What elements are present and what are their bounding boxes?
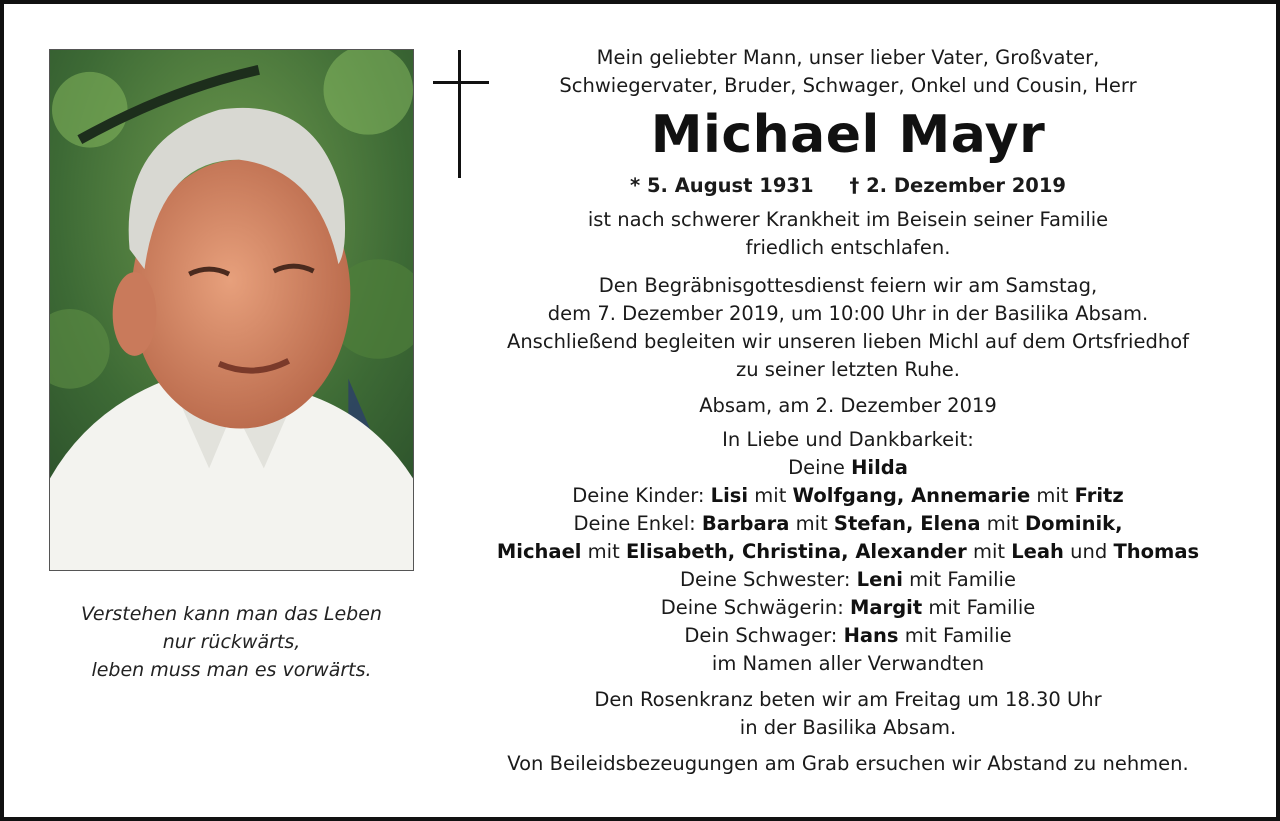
mourner-name: Hilda bbox=[851, 456, 908, 479]
mourner-grandchildren: Deine Enkel: Barbara mit Stefan, Elena mit Dominik, bbox=[573, 512, 1123, 535]
mourner-brother-in-law: Dein Schwager: Hans mit Familie bbox=[684, 624, 1012, 647]
obituary-text bbox=[444, 44, 1252, 778]
mourner-name: Fritz bbox=[1074, 484, 1124, 507]
intro-line: Mein geliebter Mann, unser lieber Vater, Großvater, bbox=[596, 46, 1100, 69]
passing-line: ist nach schwerer Krankheit im Beisein seiner Familie bbox=[587, 208, 1109, 231]
intro-line: Schwiegervater, Bruder, Schwager, Onkel und Cousin, Herr bbox=[559, 74, 1137, 97]
mourner-name: Hans bbox=[843, 624, 899, 647]
mourner-grandchildren: Michael mit Elisabeth, Christina, Alexander mit Leah und Thomas bbox=[496, 540, 1200, 563]
rosary-line: Den Rosenkranz beten wir am Freitag um 18.30 Uhr bbox=[594, 688, 1102, 711]
mourner-name: Thomas bbox=[1113, 540, 1200, 563]
mourner-wife: Deine Hilda bbox=[788, 456, 908, 479]
mourner-name: Margit bbox=[850, 596, 923, 619]
mourners-intro: In Liebe und Dankbarkeit: bbox=[722, 428, 974, 451]
mourner-name: Wolfgang, Annemarie bbox=[792, 484, 1031, 507]
mourner-children: Deine Kinder: Lisi mit Wolfgang, Annemarie mit Fritz bbox=[572, 484, 1124, 507]
mourner-sister-in-law: Deine Schwägerin: Margit mit Familie bbox=[660, 596, 1036, 619]
mourner-name: Stefan, Elena bbox=[833, 512, 981, 535]
quote-line: Verstehen kann man das Leben bbox=[81, 603, 382, 625]
place-date: Absam, am 2. Dezember 2019 bbox=[699, 394, 997, 417]
condolences-note: Von Beileidsbezeugungen am Grab ersuchen wir Abstand zu nehmen. bbox=[507, 752, 1189, 775]
quote-line: nur rückwärts, bbox=[162, 631, 301, 653]
quote-line: leben muss man es vorwärts. bbox=[91, 659, 372, 681]
mourners-relatives: im Namen aller Verwandten bbox=[711, 652, 985, 675]
funeral-line: Anschließend begleiten wir unseren lieben Michl auf dem Ortsfriedhof bbox=[506, 330, 1189, 353]
mourner-sister: Deine Schwester: Leni mit Familie bbox=[680, 568, 1016, 591]
portrait-photo-icon bbox=[50, 50, 413, 570]
mourner-name: Dominik, bbox=[1024, 512, 1123, 535]
funeral-line: dem 7. Dezember 2019, um 10:00 Uhr in der Basilika Absam. bbox=[547, 302, 1149, 325]
funeral-line: Den Begräbnisgottesdienst feiern wir am Samstag, bbox=[598, 274, 1098, 297]
birth-date: * 5. August 1931 bbox=[629, 174, 814, 197]
deceased-name: Michael Mayr bbox=[650, 105, 1046, 165]
rosary-line: in der Basilika Absam. bbox=[739, 716, 957, 739]
passing-line: friedlich entschlafen. bbox=[745, 236, 951, 259]
mourner-name: Michael bbox=[496, 540, 582, 563]
mourner-name: Barbara bbox=[701, 512, 790, 535]
mourner-name: Leah bbox=[1011, 540, 1064, 563]
life-dates bbox=[444, 172, 1252, 200]
funeral-line: zu seiner letzten Ruhe. bbox=[735, 358, 961, 381]
mourner-name: Elisabeth, Christina, Alexander bbox=[625, 540, 967, 563]
mourner-name: Leni bbox=[856, 568, 903, 591]
death-date: † 2. Dezember 2019 bbox=[849, 174, 1067, 197]
portrait-photo bbox=[49, 49, 414, 571]
mourner-name: Lisi bbox=[710, 484, 749, 507]
quote bbox=[49, 600, 414, 684]
